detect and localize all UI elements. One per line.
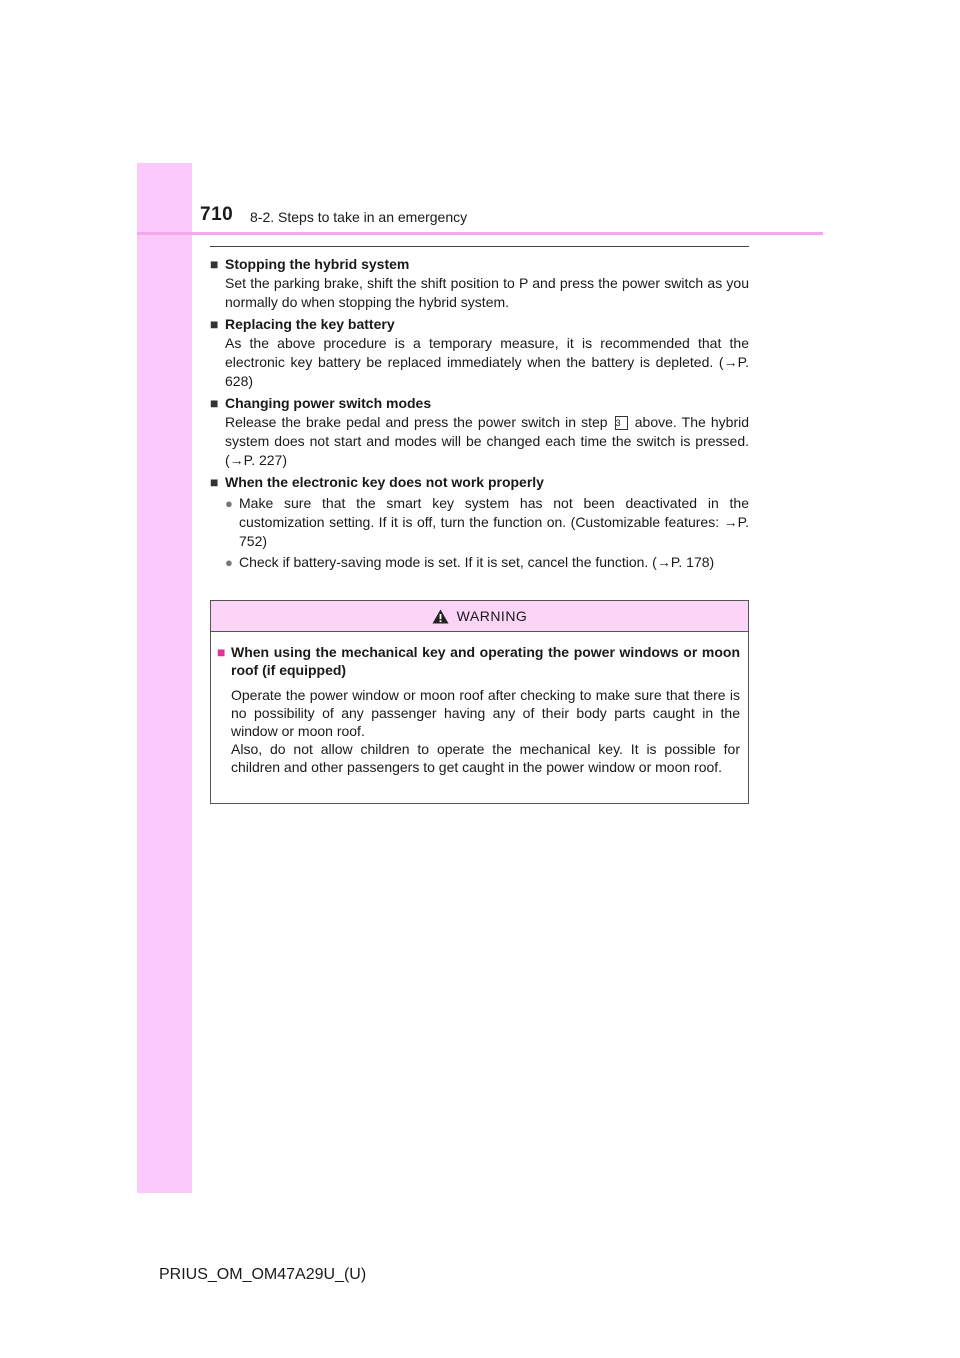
- circle-bullet-icon: ●: [225, 496, 233, 511]
- square-bullet-icon: ■: [210, 395, 219, 411]
- footer-doc-id: PRIUS_OM_OM47A29U_(U): [159, 1266, 367, 1283]
- section-body: As the above procedure is a temporary measure, it is recommended that the electronic key battery be replaced immediately when the battery is depleted. (→P. 628): [225, 335, 749, 389]
- warning-triangle-icon: [432, 609, 449, 624]
- top-rule: [210, 246, 749, 247]
- section-body: Set the parking brake, shift the shift position to P and press the power switch as you normally do when stopping the hybrid system.: [225, 275, 749, 310]
- square-bullet-icon: ■: [210, 474, 219, 490]
- section-stopping-hybrid: [210, 255, 749, 312]
- square-bullet-icon: ■: [217, 644, 226, 660]
- list-item: ● Check if battery-saving mode is set. If it is set, cancel the function. (→P. 178): [225, 554, 715, 570]
- warning-heading: When using the mechanical key and operating the power windows or moon roof (if equipped): [231, 644, 740, 678]
- section-key-not-working: [210, 473, 749, 572]
- sidebar-tab: [137, 163, 192, 1193]
- square-bullet-icon: ■: [210, 256, 219, 272]
- warning-box: [210, 600, 749, 804]
- section-heading: Stopping the hybrid system: [225, 256, 410, 272]
- section-title: 8-2. Steps to take in an emergency: [250, 209, 468, 225]
- content: [210, 255, 749, 575]
- section-body: Release the brake pedal and press the power switch in step 3 above. The hybrid system does not start and modes will be changed each time the switch is pressed. (→P. 227): [225, 414, 750, 468]
- header-line: [137, 232, 823, 235]
- square-bullet-icon: ■: [210, 316, 219, 332]
- list-item: ● Make sure that the smart key system has not been deactivated in the customization setting. If it is off, turn the function on. (Customizable features: →P. 752): [225, 495, 749, 549]
- section-power-switch-modes: [210, 394, 749, 470]
- section-key-battery: [210, 315, 749, 391]
- step-number-box: 3: [615, 416, 628, 430]
- section-heading: Replacing the key battery: [225, 316, 395, 332]
- warning-header: [211, 601, 748, 632]
- circle-bullet-icon: ●: [225, 555, 233, 570]
- warning-text: Operate the power window or moon roof after checking to make sure that there is no possibility of any passenger having any of their body parts caught in the window or moon roof. Also, do not allow children to operate the mechanical key. It is possible for children and other passengers to get caught in the power window or moon roof.: [231, 687, 740, 775]
- warning-title: WARNING: [456, 608, 528, 624]
- section-heading: When the electronic key does not work properly: [225, 474, 544, 490]
- section-heading: Changing power switch modes: [225, 395, 432, 411]
- page-number: 710: [200, 204, 234, 225]
